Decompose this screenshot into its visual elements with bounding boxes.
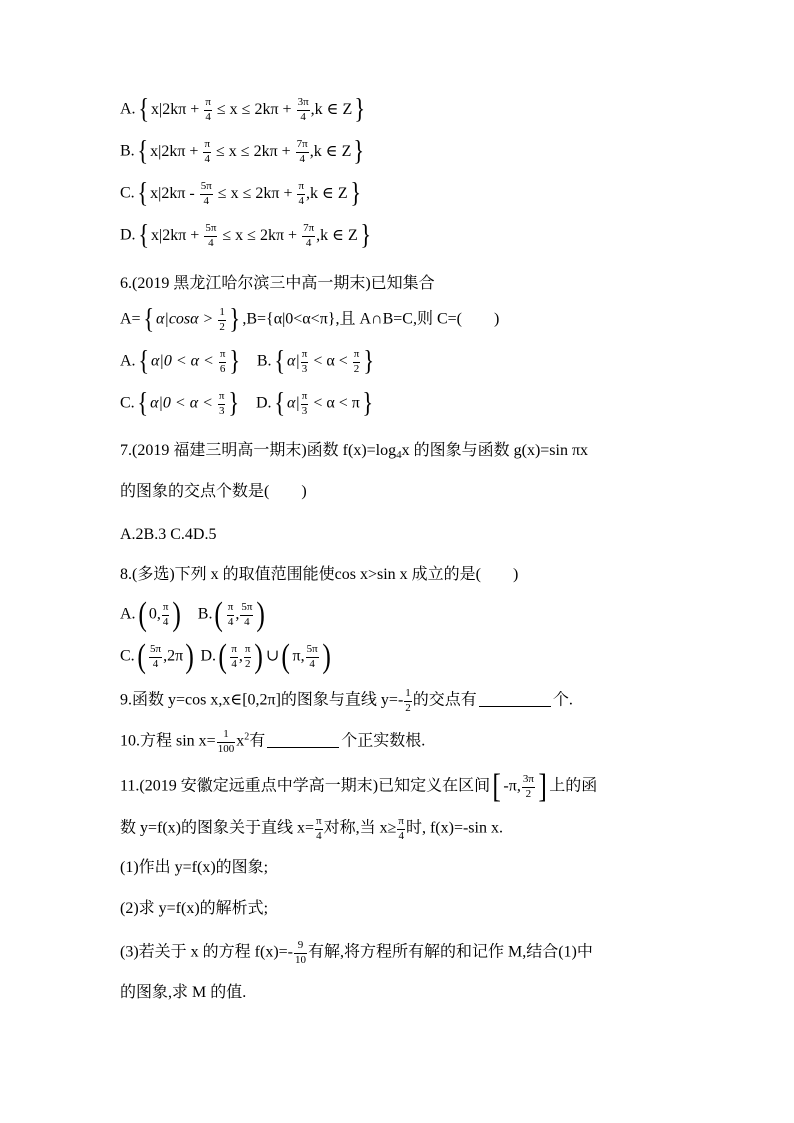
right-brace: }	[229, 304, 240, 335]
fraction: $\frac{\pi}{2}$	[353, 347, 360, 375]
q5-option-a: A.{ x|2kπ + $\frac{\pi}{4}$ ≤ x ≤ 2kπ + $\frac{3\pi}{4}$ ,k ∈ Z}	[120, 94, 366, 125]
q8-options-cd: C.( $\frac{5\pi}{4}$ ,2π) D.( $\frac{\pi}{4}$ , $\frac{\pi}{2}$ ) ∪( π, $\frac{5\pi}{4}$ )	[120, 638, 331, 675]
q7-options: A.2B.3 C.4D.5	[120, 526, 217, 543]
left-brace: {	[137, 94, 149, 125]
fraction: $\frac{1}{2}$	[405, 687, 411, 714]
q11-part-1: (1)作出 y=f(x)的图象;	[120, 859, 269, 876]
fraction: $\frac{7\pi}{4}$	[296, 137, 308, 165]
right-brace: }	[360, 220, 371, 251]
q9: 9.函数 y=cos x,x∈[0,2π]的图象与直线 y=- $\frac{1}{2}$ 的交点有 个.	[120, 687, 573, 714]
fraction: $\frac{\pi}{4}$	[227, 600, 234, 628]
left-brace: {	[273, 388, 285, 419]
q5-option-b: B.{ x|2kπ + $\frac{\pi}{4}$ ≤ x ≤ 2kπ + $\frac{7\pi}{4}$ ,k ∈ Z}	[120, 136, 365, 167]
fraction: $\frac{\pi}{3}$	[218, 389, 225, 417]
fraction: $\frac{\pi}{3}$	[301, 347, 308, 375]
q6-stem: 6.(2019 黑龙江哈尔滨三中高一期末)已知集合	[120, 275, 435, 292]
fraction: $\frac{9}{10}$	[295, 939, 306, 966]
q11-stem-cont: 数 y=f(x)的图象关于直线 x= $\frac{\pi}{4}$ 对称,当 x≥ $\frac{\pi}{4}$ 时, f(x)=-sin x.	[120, 815, 503, 842]
fraction: $\frac{\pi}{4}$	[162, 600, 169, 628]
q10: 10.方程 sin x= $\frac{1}{100}$ $x^2$有 个正实数根.	[120, 728, 426, 755]
right-brace: }	[353, 136, 365, 167]
answer-blank[interactable]	[267, 733, 339, 748]
fraction: $\frac{5\pi}{4}$	[200, 179, 212, 207]
q5-option-c: C.{ x|2kπ - $\frac{5\pi}{4}$ ≤ x ≤ 2kπ + $\frac{\pi}{4}$ ,k ∈ Z}	[120, 178, 361, 209]
fraction: $\frac{5\pi}{4}$	[306, 642, 318, 670]
q6-options-cd: C.{ α|0 < α < $\frac{\pi}{3}$ } D.{ α| $\frac{\pi}{3}$ < α < π}	[120, 388, 373, 419]
q7-stem: 7.(2019 福建三明高一期末)函数 $f(x)=\log_4x$ 的图象与函数 g(x)=sin πx	[120, 442, 589, 461]
fraction: $\frac{\pi}{3}$	[301, 389, 308, 417]
q6-options-ab: A.{ α|0 < α < $\frac{\pi}{6}$ } B.{ α| $\frac{\pi}{3}$ < α < $\frac{\pi}{2}$ }	[120, 346, 375, 377]
q6-sets: A={ α|cosα > $\frac{1}{2}$ } ,B={α|0<α<π},且 A∩B=C,则 C=( )	[120, 304, 500, 335]
fraction: $\frac{\pi}{4}$	[231, 642, 237, 670]
fraction: $\frac{3\pi}{4}$	[297, 95, 309, 123]
fraction: $\frac{\pi}{4}$	[298, 179, 305, 207]
q5-option-d: D.{ x|2kπ + $\frac{5\pi}{4}$ ≤ x ≤ 2kπ + $\frac{7\pi}{4}$ ,k ∈ Z}	[120, 220, 371, 251]
left-brace: {	[137, 346, 149, 377]
fraction: $\frac{\pi}{4}$	[204, 137, 210, 165]
fraction: $\frac{\pi}{4}$	[316, 815, 322, 842]
q11-stem: 11.(2019 安徽定远重点中学高一期末)已知定义在区间[ -π, $\frac{3\pi}{2}$ ] 上的函	[120, 768, 598, 805]
left-brace: {	[137, 136, 148, 167]
answer-blank[interactable]	[479, 692, 551, 707]
q11-part-3-cont: 的图象,求 M 的值.	[120, 984, 247, 1001]
left-brace: {	[137, 220, 149, 251]
q11-part-2: (2)求 y=f(x)的解析式;	[120, 900, 269, 917]
right-brace: }	[229, 346, 241, 377]
fraction: $\frac{1}{2}$	[219, 305, 225, 333]
q11-part-3: (3)若关于 x 的方程 f(x)=- $\frac{9}{10}$ 有解,将方程所有解的和记作 M,结合(1)中	[120, 939, 593, 966]
left-brace: {	[137, 178, 148, 209]
fraction: $\frac{\pi}{2}$	[244, 642, 251, 670]
right-brace: }	[350, 178, 361, 209]
q7-stem-cont: 的图象的交点个数是( )	[120, 483, 307, 500]
q8-options-ab: A.( 0, $\frac{\pi}{4}$ ) B.( $\frac{\pi}{4}$ , $\frac{5\pi}{4}$ )	[120, 596, 266, 633]
fraction: $\frac{5\pi}{4}$	[241, 600, 253, 628]
right-brace: }	[362, 388, 373, 419]
q8-stem: 8.(多选)下列 x 的取值范围能使cos x>sin x 成立的是( )	[120, 566, 519, 583]
fraction: $\frac{\pi}{6}$	[219, 347, 226, 375]
right-brace: }	[363, 346, 375, 377]
fraction: $\frac{\pi}{4}$	[205, 95, 211, 123]
fraction: $\frac{\pi}{4}$	[398, 815, 404, 842]
left-brace: {	[142, 304, 154, 335]
fraction: $\frac{1}{100}$	[217, 728, 235, 755]
fraction: $\frac{7\pi}{4}$	[303, 221, 315, 249]
right-brace: }	[228, 388, 240, 419]
left-brace: {	[137, 388, 148, 419]
fraction: $\frac{5\pi}{4}$	[205, 221, 217, 249]
fraction: $\frac{5\pi}{4}$	[150, 642, 162, 670]
left-brace: {	[273, 346, 285, 377]
fraction: $\frac{3\pi}{2}$	[522, 772, 534, 800]
right-brace: }	[354, 94, 366, 125]
